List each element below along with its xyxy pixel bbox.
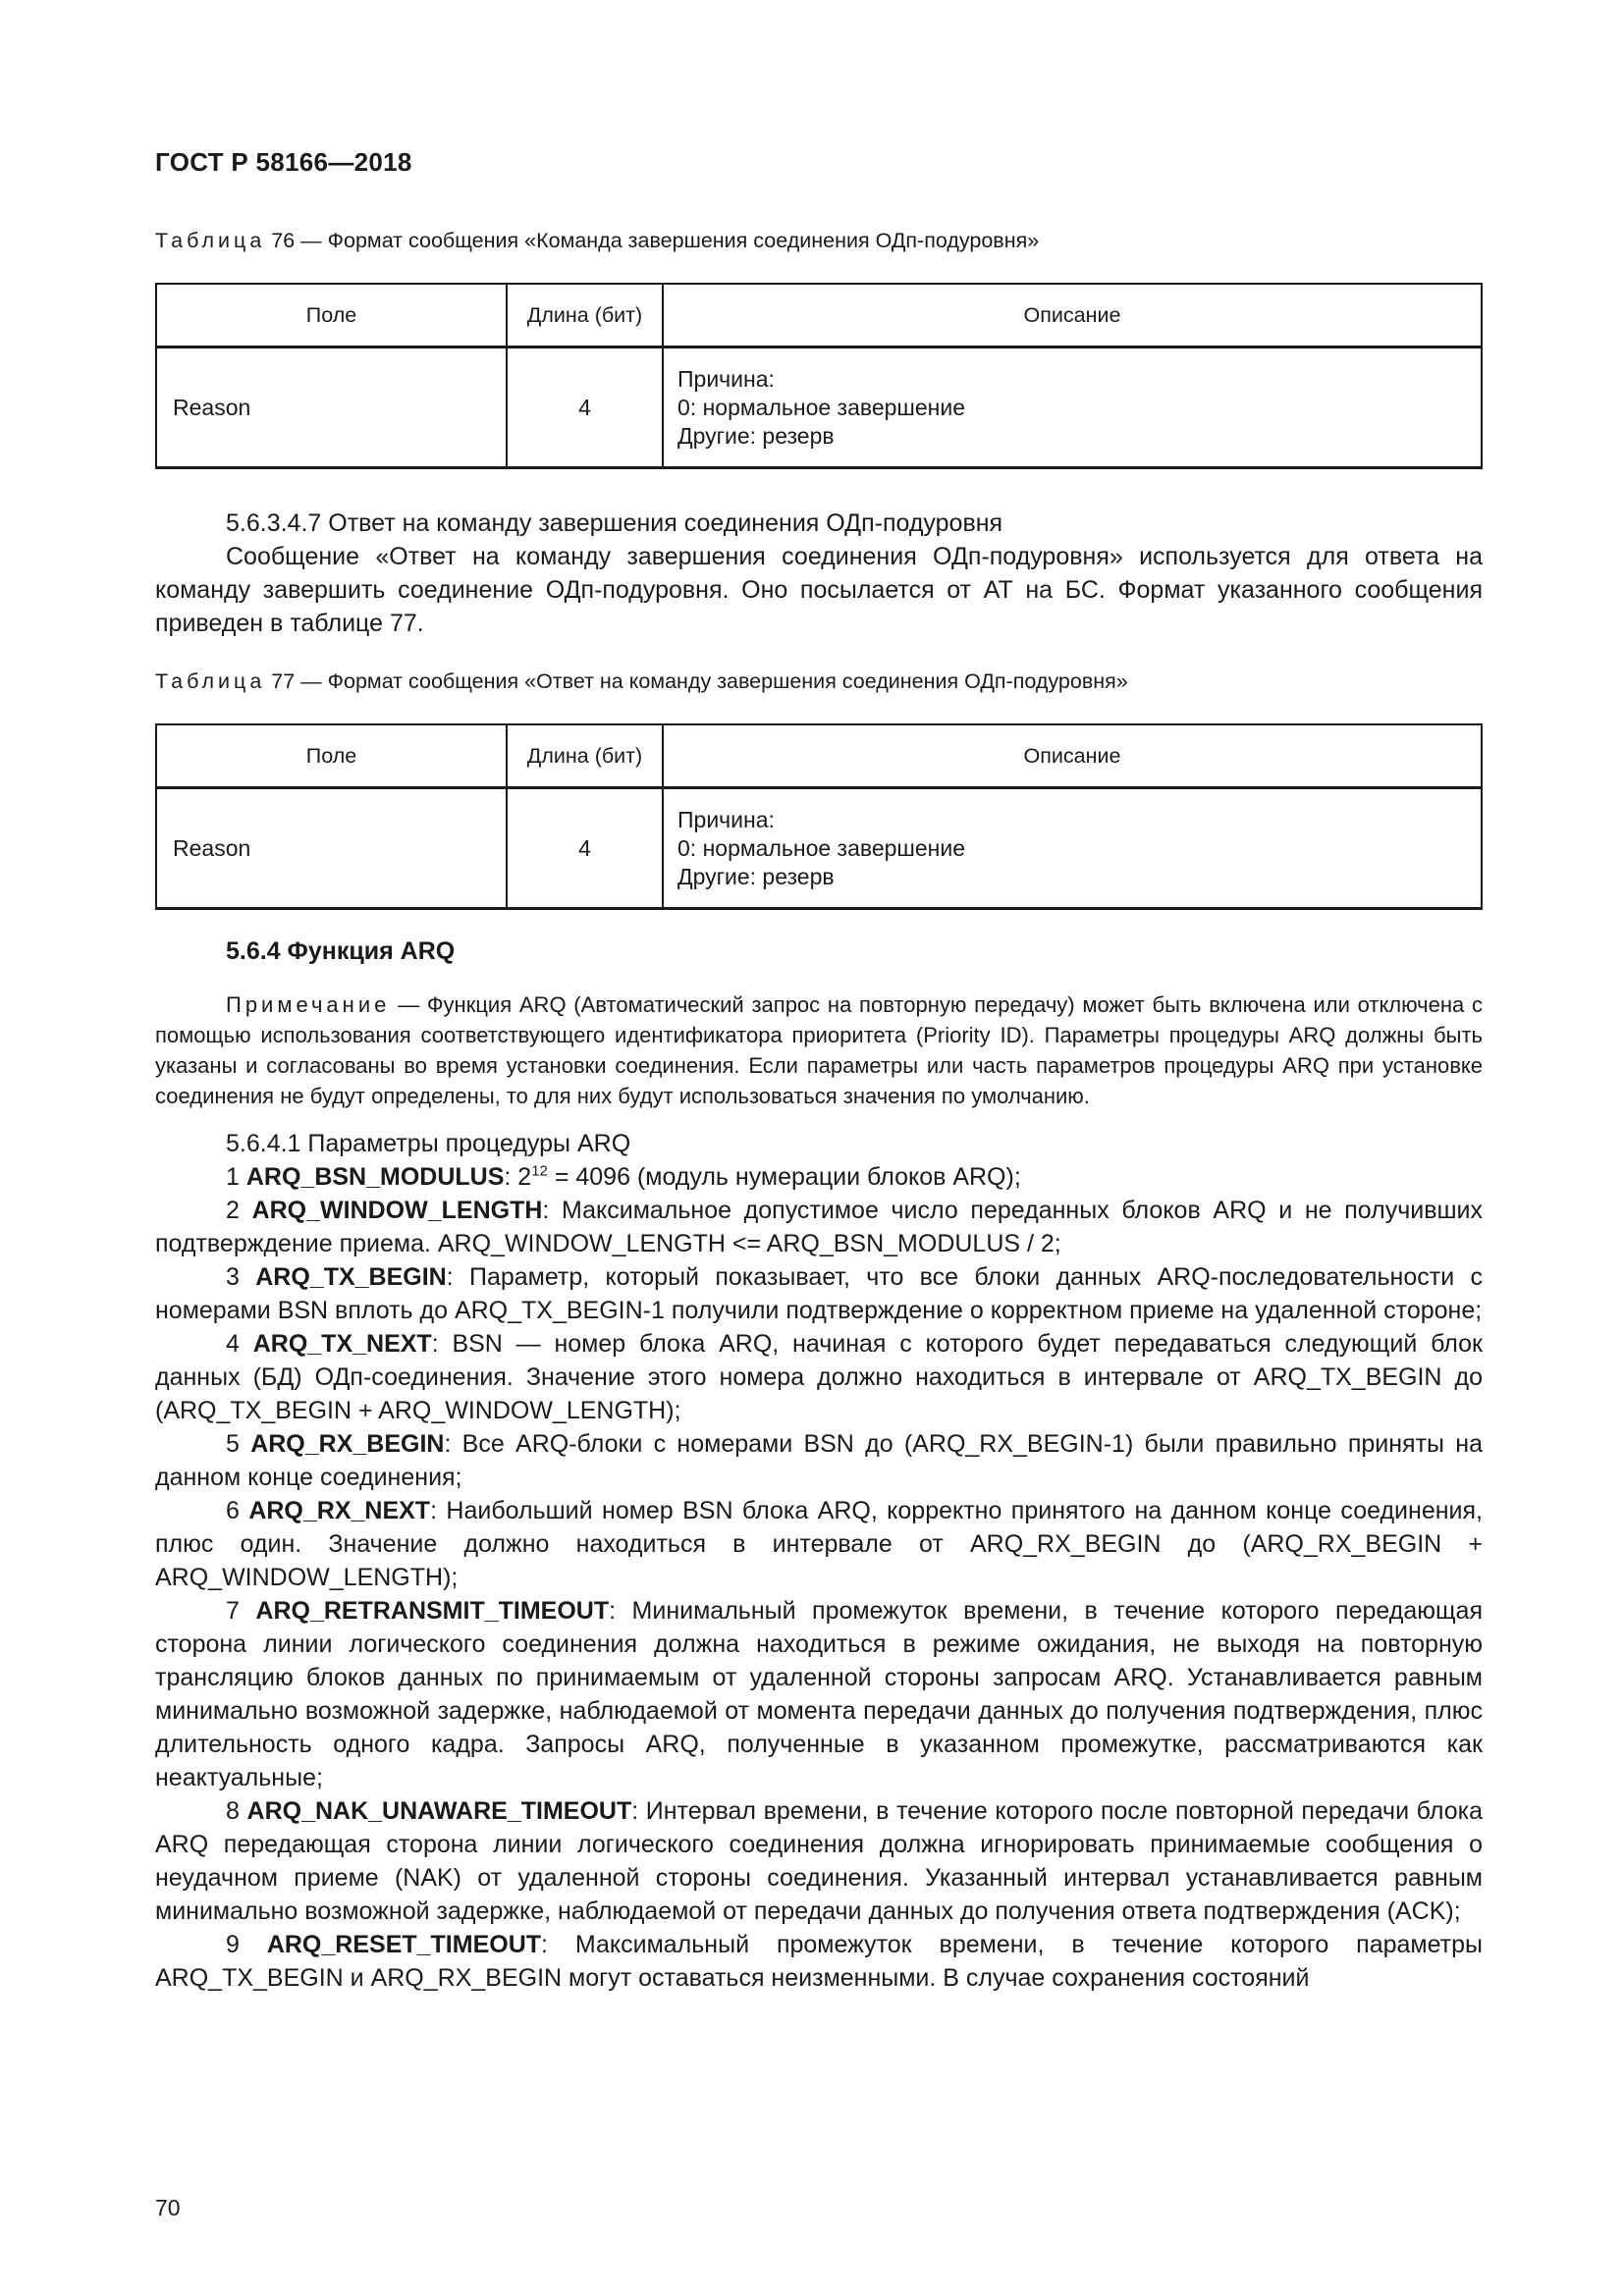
param-superscript: 12: [531, 1162, 548, 1180]
note-text: — Функция ARQ (Автоматический запрос на повторную передачу) может быть включена или отключена с помощью использования соответствующего идентификатора приоритета (Priority ID). Параметры процедуры ARQ должны быть указаны и согласованы во время установки соединения. Если параметры или часть параметров процедуры ARQ при установке соединения не будут определены, то для них будут использоваться значения по умолчанию.: [155, 992, 1483, 1108]
section-5-6-4-heading: 5.6.4 Функция ARQ: [226, 937, 456, 965]
desc-line: Другие: резерв: [677, 863, 835, 889]
cell-description: [663, 788, 1482, 909]
param-text: : 2: [504, 1163, 532, 1191]
param-9: [155, 1928, 1483, 1995]
table-caption-text: 76 — Формат сообщения «Команда завершения соединения ОДп-подуровня»: [271, 229, 1040, 252]
param-number: 4: [226, 1330, 253, 1358]
param-1: [155, 1160, 1483, 1194]
header-field: Поле: [156, 724, 507, 788]
param-name: ARQ_WINDOW_LENGTH: [251, 1197, 543, 1224]
table-77: [155, 723, 1483, 910]
param-text: = 4096 (модуль нумерации блоков ARQ);: [547, 1163, 1021, 1191]
param-number: 8: [226, 1797, 247, 1825]
table-caption-label: Таблица: [155, 669, 266, 693]
param-text: : Минимальный промежуток времени, в течение которого передающая сторона линии логического соединения должна находиться в режиме ожидания, не выходя на повторную трансляцию блоков данных по принимаемым от удаленной стороны запросам ARQ. Устанавливается равным минимально возможной задержке, наблюдаемой от момента передачи данных до получения подтверждения, плюс длительность одного кадра. Запросы ARQ, полученные в указанном промежутке, рассматриваются как неактуальные;: [155, 1597, 1483, 1791]
param-name: ARQ_TX_BEGIN: [255, 1263, 447, 1291]
param-5: [155, 1427, 1483, 1494]
cell-description: [663, 347, 1482, 468]
param-2: [155, 1194, 1483, 1260]
param-name: ARQ_RX_BEGIN: [250, 1430, 445, 1458]
page-number: 70: [155, 2195, 181, 2220]
param-text: : Максимальный промежуток времени, в течение которого параметры ARQ_TX_BEGIN и ARQ_RX_BEGIN могут оставаться неизменными. В случае сохранения состояний: [155, 1931, 1483, 1992]
header-length: Длина (бит): [507, 724, 663, 788]
section-5-6-4-1-heading: 5.6.4.1 Параметры процедуры ARQ: [226, 1130, 631, 1157]
cell-length: 4: [507, 788, 663, 909]
param-name: ARQ_RETRANSMIT_TIMEOUT: [255, 1597, 610, 1625]
section-5-6-3-4-7-body: Сообщение «Ответ на команду завершения соединения ОДп-подуровня» используется для ответа на команду завершить соединение ОДп-подуровня. Оно посылается от АТ на БС. Формат указанного сообщения приведен в таблице 77.: [155, 543, 1483, 637]
param-number: 1: [226, 1163, 246, 1191]
param-7: [155, 1594, 1483, 1794]
param-text: : Наибольший номер BSN блока ARQ, корректно принятого на данном конце соединения, плюс один. Значение должно находиться в интервале от ARQ_RX_BEGIN до (ARQ_RX_BEGIN + ARQ_WINDOW_LENGTH);: [155, 1497, 1483, 1591]
table-header-row: [156, 284, 1482, 347]
table-76: [155, 283, 1483, 469]
param-name: ARQ_TX_NEXT: [252, 1330, 432, 1358]
document-header: ГОСТ Р 58166—2018: [155, 147, 412, 177]
cell-length: 4: [507, 347, 663, 468]
param-text: : Интервал времени, в течение которого после повторной передачи блока ARQ передающая сторона линии логического соединения должна игнорировать принимаемые сообщения о неудачном приеме (NAK) от удаленной стороны соединения. Указанный интервал устанавливается равным минимально возможной задержке, наблюдаемой от передачи данных до получения ответа подтверждения (ACK);: [155, 1797, 1483, 1925]
param-8: [155, 1794, 1483, 1928]
desc-line: Другие: резерв: [677, 422, 835, 449]
header-field: Поле: [156, 284, 507, 347]
header-length: Длина (бит): [507, 284, 663, 347]
note-label: Примечание: [226, 992, 391, 1017]
table-header-row: [156, 724, 1482, 788]
cell-field: Reason: [156, 788, 507, 909]
table-row: [156, 788, 1482, 909]
param-text: : Максимальное допустимое число переданных блоков ARQ и не получивших подтверждение приема. ARQ_WINDOW_LENGTH <= ARQ_BSN_MODULUS / 2;: [155, 1197, 1483, 1257]
header-description: Описание: [663, 284, 1482, 347]
param-number: 9: [226, 1931, 267, 1958]
param-number: 3: [226, 1263, 256, 1291]
desc-line: Причина:: [677, 806, 775, 832]
param-name: ARQ_BSN_MODULUS: [245, 1163, 505, 1191]
param-number: 7: [226, 1597, 256, 1625]
table-caption-label: Таблица: [155, 229, 266, 252]
document-page: [155, 147, 1483, 1995]
param-name: ARQ_NAK_UNAWARE_TIMEOUT: [246, 1797, 632, 1825]
param-number: 2: [226, 1197, 252, 1224]
table-row: [156, 347, 1482, 468]
param-name: ARQ_RX_NEXT: [248, 1497, 431, 1524]
param-number: 5: [226, 1430, 251, 1458]
param-number: 6: [226, 1497, 249, 1524]
cell-field: Reason: [156, 347, 507, 468]
table-caption-text: 77 — Формат сообщения «Ответ на команду завершения соединения ОДп-подуровня»: [271, 669, 1128, 693]
desc-line: 0: нормальное завершение: [677, 834, 966, 861]
param-4: [155, 1327, 1483, 1427]
param-text: : Параметр, который показывает, что все блоки данных ARQ-последовательности с номерами BSN вплоть до ARQ_TX_BEGIN-1 получили подтверждение о корректном приеме на удаленной стороне;: [155, 1263, 1483, 1324]
param-3: [155, 1260, 1483, 1327]
table-77-caption: [155, 669, 1483, 694]
param-text: : Все ARQ-блоки с номерами BSN до (ARQ_RX_BEGIN-1) были правильно приняты на данном конце соединения;: [155, 1430, 1483, 1491]
table-76-caption: [155, 229, 1483, 253]
section-5-6-3-4-7-heading: 5.6.3.4.7 Ответ на команду завершения соединения ОДп-подуровня: [226, 509, 1003, 537]
param-name: ARQ_RESET_TIMEOUT: [266, 1931, 542, 1958]
desc-line: 0: нормальное завершение: [677, 394, 966, 420]
desc-line: Причина:: [677, 365, 775, 392]
note: [155, 989, 1483, 1111]
param-6: [155, 1494, 1483, 1594]
header-description: Описание: [663, 724, 1482, 788]
param-text: : BSN — номер блока ARQ, начиная с которого будет передаваться следующий блок данных (БД) ОДп-соединения. Значение этого номера должно находиться в интервале от ARQ_TX_BEGIN до (ARQ_TX_BEGIN + ARQ_WINDOW_LENGTH);: [155, 1330, 1483, 1424]
